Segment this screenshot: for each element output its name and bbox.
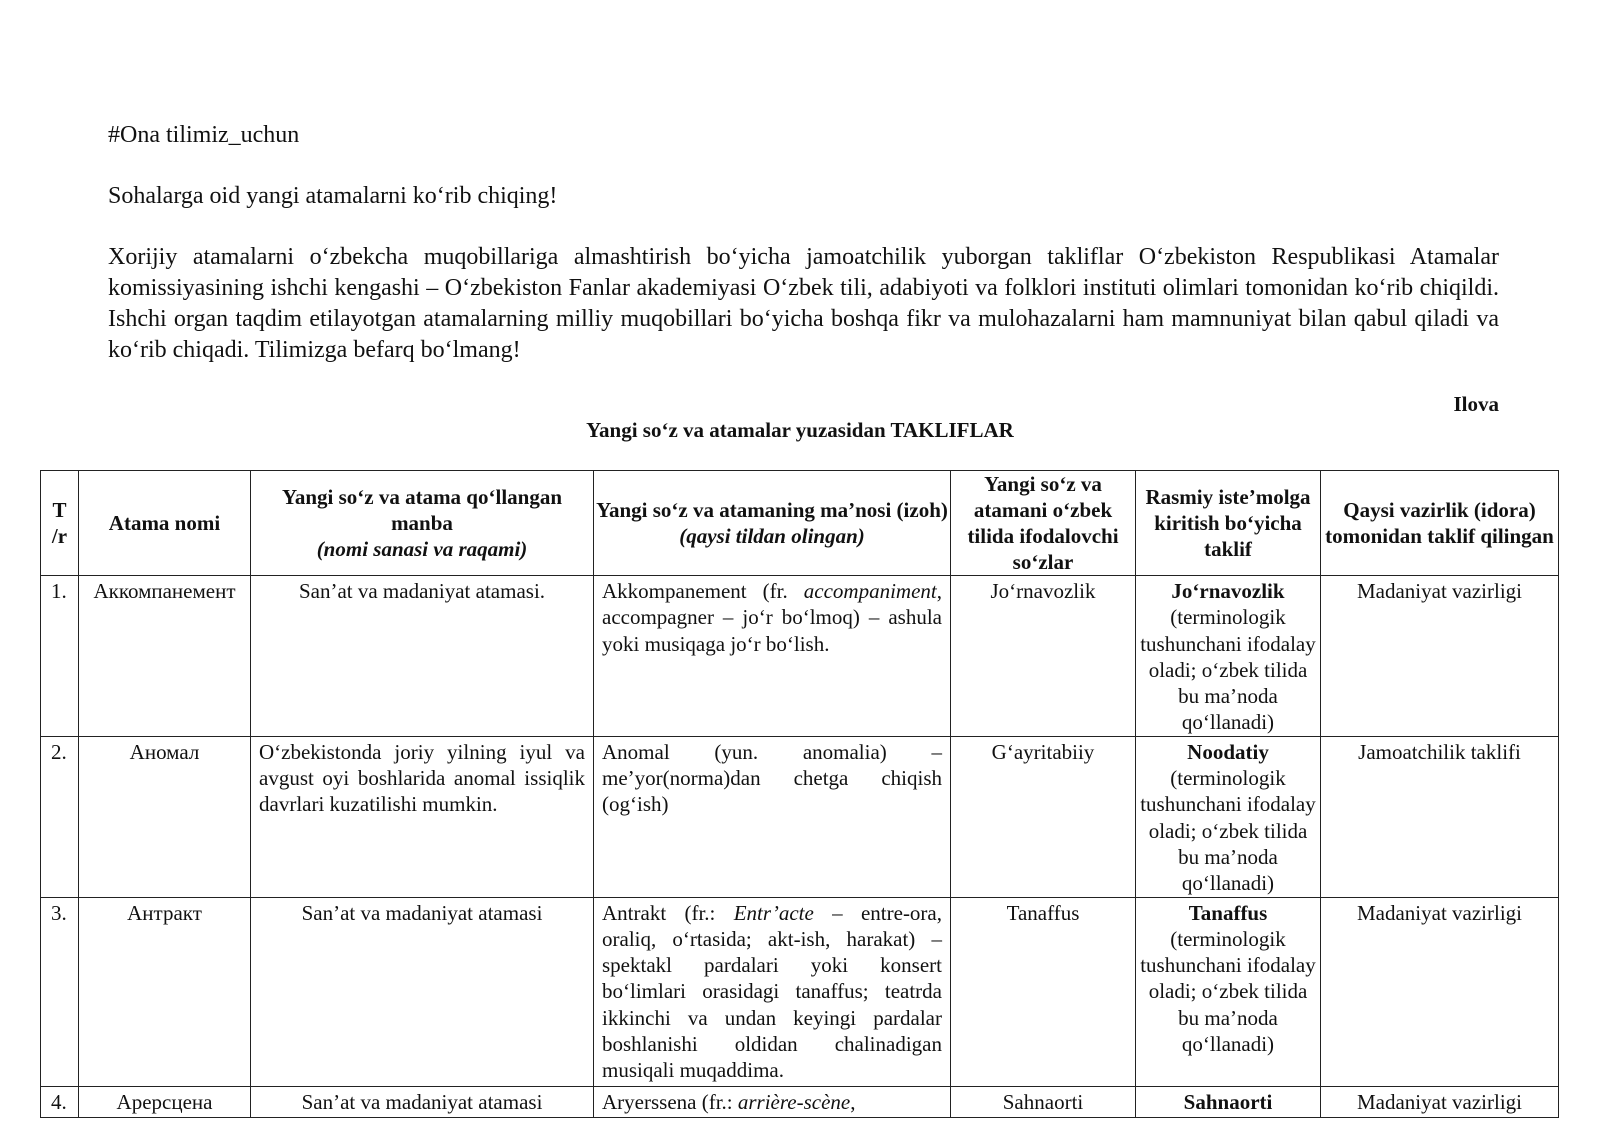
cell-meaning: Antrakt (fr.: Entr’acte – entre-ora, oraliq, o‘rtasida; akt-ish, harakat) – spektakl pardalari yoki konsert bo‘limlari orasidagi tanaffus; teatrda ikkinchi va undan keyingi pardalar boshlanishi oldidan chalinadigan musiqali muqaddima. [594,897,951,1086]
headline: Sohalarga oid yangi atamalarni ko‘rib chiqing! [108,183,558,209]
cell-num: 1. [41,576,79,737]
cell-proposal: Sahnaorti [1136,1086,1321,1117]
cell-source: San’at va madaniyat atamasi. [251,576,594,737]
hashtag: #Ona tilimiz_uchun [108,122,300,148]
table-row [41,576,1559,737]
cell-uzbek: Sahnaorti [951,1086,1136,1117]
terms-table [40,470,1559,1118]
cell-source: O‘zbekistonda joriy yilning iyul va avgust oyi boshlarida anomal issiqlik davrlari kuzatilishi mumkin. [251,736,594,897]
cell-ministry: Jamoatchilik taklifi [1321,736,1559,897]
cell-meaning: Akkompanement (fr. accompaniment, accompagner – jo‘r bo‘lmoq) – ashula yoki musiqaga jo‘r bo‘lish. [594,576,951,737]
cell-source: San’at va madaniyat atamasi [251,1086,594,1117]
cell-num: 2. [41,736,79,897]
table-header-row [41,471,1559,576]
table-row [41,736,1559,897]
header-num: T /r [41,471,79,576]
cell-name: Аккомпанемент [79,576,251,737]
cell-ministry: Madaniyat vazirligi [1321,1086,1559,1117]
cell-uzbek: Jo‘rnavozlik [951,576,1136,737]
cell-name: Аномал [79,736,251,897]
header-proposal: Rasmiy iste’molga kiritish bo‘yicha taklif [1136,471,1321,576]
cell-name: Арерсцена [79,1086,251,1117]
cell-name: Антракт [79,897,251,1086]
cell-num: 3. [41,897,79,1086]
header-name: Atama nomi [79,471,251,576]
annex-label: Ilova [1453,392,1499,416]
cell-uzbek: Tanaffus [951,897,1136,1086]
cell-ministry: Madaniyat vazirligi [1321,576,1559,737]
intro-paragraph: Xorijiy atamalarni o‘zbekcha muqobillariga almashtirish bo‘yicha jamoatchilik yuborgan takliflar O‘zbekiston Respublikasi Atamalar komissiyasining ishchi kengashi – O‘zbekiston Fanlar akademiyasi O‘zbek tili, adabiyoti va folklori instituti olimlari tomonidan ko‘rib chiqildi. Ishchi organ taqdim etilayotgan atamalarning milliy muqobillari bo‘yicha boshqa fikr va mulohazalarni ham mamnuniyat bilan qabul qiladi va ko‘rib chiqadi. Tilimizga befarq bo‘lmang! [108,244,1499,363]
cell-proposal: Noodatiy (terminologik tushunchani ifodalay oladi; o‘zbek tilida bu ma’noda qo‘llanadi) [1136,736,1321,897]
cell-uzbek: G‘ayritabiiy [951,736,1136,897]
header-ministry: Qaysi vazirlik (idora) tomonidan taklif qilingan [1321,471,1559,576]
table-row [41,897,1559,1086]
header-uzbek: Yangi so‘z va atamani o‘zbek tilida ifodalovchi so‘zlar [951,471,1136,576]
cell-meaning: Aryerssena (fr.: arrière-scène, [594,1086,951,1117]
cell-num: 4. [41,1086,79,1117]
header-meaning: Yangi so‘z va atamaning ma’nosi (izoh) (qaysi tildan olingan) [594,471,951,576]
table-row [41,1086,1559,1117]
cell-proposal: Tanaffus (terminologik tushunchani ifodalay oladi; o‘zbek tilida bu ma’noda qo‘llanadi) [1136,897,1321,1086]
header-source: Yangi so‘z va atama qo‘llangan manba (nomi sanasi va raqami) [251,471,594,576]
cell-meaning: Anomal (yun. anomalia) – me’yor(norma)dan chetga chiqish (og‘ish) [594,736,951,897]
cell-source: San’at va madaniyat atamasi [251,897,594,1086]
table-title: Yangi so‘z va atamalar yuzasidan TAKLIFLAR [586,418,1014,442]
cell-ministry: Madaniyat vazirligi [1321,897,1559,1086]
cell-proposal: Jo‘rnavozlik (terminologik tushunchani ifodalay oladi; o‘zbek tilida bu ma’noda qo‘llanadi) [1136,576,1321,737]
